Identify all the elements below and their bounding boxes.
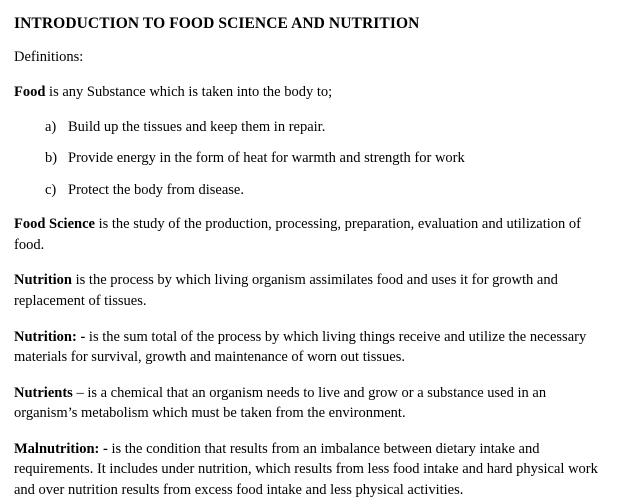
- definitions-label: Definitions:: [14, 49, 84, 66]
- nutrition-definition: [14, 270, 607, 311]
- list-item-text: Protect the body from disease.: [68, 181, 244, 198]
- list-marker: b): [45, 150, 58, 167]
- nutrition-alt-term: Nutrition: -: [14, 328, 86, 345]
- list-item-text: Build up the tissues and keep them in repair.: [68, 118, 326, 135]
- food-science-term: Food Science: [14, 216, 95, 233]
- nutrition-definition-alt: [14, 327, 607, 368]
- food-science-definition: [14, 214, 607, 255]
- malnutrition-term: Malnutrition: -: [14, 440, 108, 457]
- list-marker: a): [45, 118, 57, 135]
- malnutrition-text: is the condition that results from an imbalance between dietary intake and requirements. It includes under nutrition, which results from less food intake and hard physical work and over nutrition results from excess food intake and less physical activities.: [14, 440, 598, 499]
- nutrition-text: is the process by which living organism assimilates food and uses it for growth and replacement of tissues.: [14, 272, 558, 309]
- list-item: [14, 117, 607, 138]
- nutrition-alt-text: is the sum total of the process by which living things receive and utilize the necessary materials for survival, growth and maintenance of worn out tissues.: [14, 328, 587, 366]
- list-item-text: Provide energy in the form of heat for warmth and strength for work: [68, 150, 465, 167]
- list-marker: c): [45, 181, 57, 198]
- nutrition-term: Nutrition: [14, 272, 72, 289]
- nutrients-text: – is a chemical that an organism needs to live and grow or a substance used in an organism’s metabolism which must be taken from the environment.: [14, 384, 547, 422]
- list-item: [14, 148, 607, 169]
- nutrients-term: Nutrients: [14, 384, 73, 401]
- page-title: INTRODUCTION TO FOOD SCIENCE AND NUTRITION: [14, 15, 420, 32]
- food-science-text: is the study of the production, processing, preparation, evaluation and utilization of food.: [14, 216, 581, 253]
- food-definition: [14, 82, 607, 103]
- food-purpose-list: [14, 117, 607, 201]
- food-term: Food: [14, 83, 46, 100]
- food-definition-text: is any Substance which is taken into the body to;: [45, 83, 333, 100]
- malnutrition-definition: [14, 439, 607, 501]
- nutrients-definition: [14, 383, 607, 424]
- list-item: [14, 180, 607, 201]
